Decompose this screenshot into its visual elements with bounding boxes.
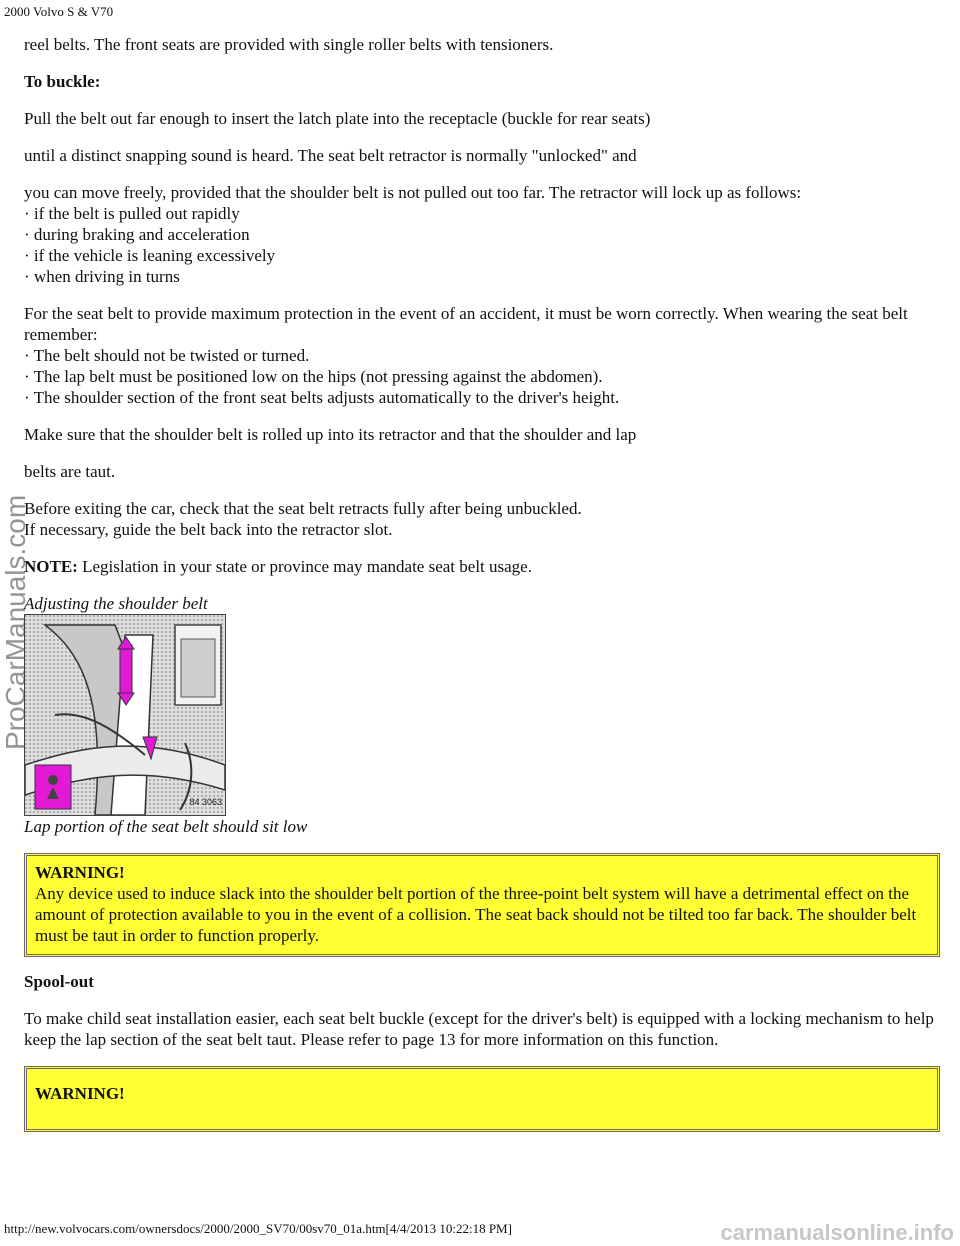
paragraph: reel belts. The front seats are provided with single roller belts with tensioners. xyxy=(24,35,554,54)
figure-code: 84 3063 xyxy=(189,797,222,807)
paragraph: Make sure that the shoulder belt is rolled up into its retractor and that the shoulder and lap xyxy=(24,425,637,444)
watermark-side-text: ProCarManuals.com xyxy=(0,494,31,750)
paragraph: belts are taut. xyxy=(24,462,116,481)
note-label: NOTE: xyxy=(24,557,78,576)
section-heading-spool-out: Spool-out xyxy=(24,972,94,991)
warning-text: Any device used to induce slack into the shoulder belt portion of the three-point belt system will have a detrimental effect on the amount of protection available to you in the event of a collision. The seat back should not be tilted too far back. The shoulder belt must be taut in order to function properly. xyxy=(35,884,917,945)
list-item: · The shoulder section of the front seat belts adjusts automatically to the driver's height. xyxy=(24,388,620,407)
seat-belt-illustration xyxy=(24,614,226,816)
warning-title: WARNING! xyxy=(35,1084,125,1103)
seat-belt-drawing xyxy=(25,615,225,815)
warning-box xyxy=(24,853,940,957)
warning-box xyxy=(24,1066,940,1132)
paragraph: To make child seat installation easier, each seat belt buckle (except for the driver's belt) is equipped with a locking mechanism to help keep the lap section of the seat belt taut. Please refer to page 13 for more information on this function. xyxy=(24,1009,934,1049)
list-item: · during braking and acceleration xyxy=(24,225,250,244)
paragraph: until a distinct snapping sound is heard. The seat belt retractor is normally "unlocked" and xyxy=(24,146,637,165)
figure-caption: Lap portion of the seat belt should sit low xyxy=(24,817,308,836)
list-item: · The belt should not be twisted or turned. xyxy=(24,346,310,365)
page-footer-url: http://new.volvocars.com/ownersdocs/2000/2000_SV70/00sv70_01a.htm[4/4/2013 10:22:18 PM] xyxy=(4,1221,512,1236)
list-item: · if the vehicle is leaning excessively xyxy=(24,246,276,265)
section-heading-buckle: To buckle: xyxy=(24,72,101,91)
note xyxy=(24,556,940,577)
list-item: · The lap belt must be positioned low on the hips (not pressing against the abdomen). xyxy=(24,367,603,386)
list-item: · when driving in turns xyxy=(24,267,180,286)
paragraph: For the seat belt to provide maximum protection in the event of an accident, it must be worn correctly. When wearing the seat belt remember: xyxy=(24,304,908,344)
watermark-brand: carmanualsonline.info xyxy=(720,1220,954,1245)
page-header: 2000 Volvo S & V70 xyxy=(4,4,114,19)
list-item: · if the belt is pulled out rapidly xyxy=(24,204,240,223)
document-body xyxy=(24,34,940,1132)
paragraph: you can move freely, provided that the shoulder belt is not pulled out too far. The retractor will lock up as follows: xyxy=(24,183,802,202)
paragraph: Pull the belt out far enough to insert the latch plate into the receptacle (buckle for rear seats) xyxy=(24,109,651,128)
paragraph: If necessary, guide the belt back into the retractor slot. xyxy=(24,520,393,539)
warning-title: WARNING! xyxy=(35,863,125,882)
figure-heading: Adjusting the shoulder belt xyxy=(24,594,208,613)
note-text: Legislation in your state or province may mandate seat belt usage. xyxy=(77,557,532,576)
paragraph: Before exiting the car, check that the seat belt retracts fully after being unbuckled. xyxy=(24,499,582,518)
